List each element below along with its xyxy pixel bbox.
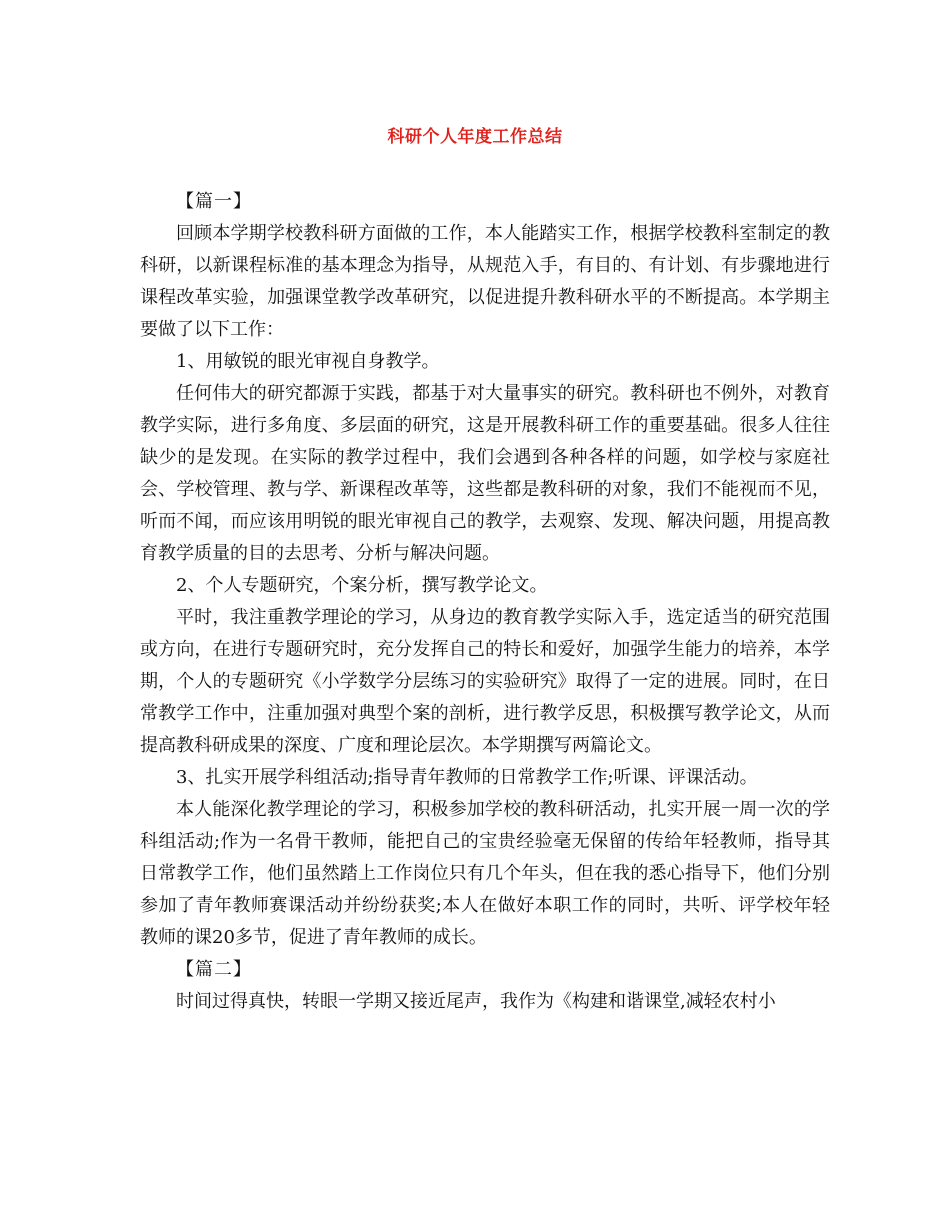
paragraph: 平时，我注重教学理论的学习，从身边的教育教学实际入手，选定适当的研究范围或方向，在进行专题研究时，充分发挥自己的特长和爱好，加强学生能力的培养，本学期，个人的专题研究《小学数学分层练习的实验研究》取得了一定的进展。同时，在日常教学工作中，注重加强对典型个案的剖析，进行教学反思，积极撰写教学论文，从而提高教科研成果的深度、广度和理论层次。本学期撰写两篇论文。 bbox=[140, 607, 830, 756]
section-heading-2: 【篇二】 bbox=[176, 959, 252, 980]
list-item-heading: 3、扎实开展学科组活动;指导青年教师的日常教学工作;听课、评课活动。 bbox=[176, 767, 758, 788]
paragraph: 时间过得真快，转眼一学期又接近尾声，我作为《构建和谐课堂,减轻农村小 bbox=[176, 991, 776, 1012]
paragraph: 任何伟大的研究都源于实践，都基于对大量事实的研究。教科研也不例外，对教育教学实际，进行多角度、多层面的研究，这是开展教科研工作的重要基础。很多人往往缺少的是发现。在实际的教学过程中，我们会遇到各种各样的问题，如学校与家庭社会、学校管理、教与学、新课程改革等，这些都是教科研的对象，我们不能视而不见，听而不闻，而应该用明锐的眼光审视自己的教学，去观察、发现、解决问题，用提高教育教学质量的目的去思考、分析与解决问题。 bbox=[140, 383, 830, 564]
document-title: 科研个人年度工作总结 bbox=[387, 127, 563, 147]
section-heading-1: 【篇一】 bbox=[176, 191, 252, 212]
paragraph: 回顾本学期学校教科研方面做的工作，本人能踏实工作，根据学校教科室制定的教科研，以新课程标准的基本理念为指导，从规范入手，有目的、有计划、有步骤地进行课程改革实验，加强课堂教学改革研究，以促进提升教科研水平的不断提高。本学期主要做了以下工作： bbox=[140, 223, 830, 340]
list-item-heading: 2、个人专题研究，个案分析，撰写教学论文。 bbox=[176, 575, 548, 596]
list-item-heading: 1、用敏锐的眼光审视自身教学。 bbox=[176, 351, 440, 372]
paragraph: 本人能深化教学理论的学习，积极参加学校的教科研活动，扎实开展一周一次的学科组活动;作为一名骨干教师，能把自己的宝贵经验毫无保留的传给年轻教师，指导其日常教学工作，他们虽然踏上工作岗位只有几个年头，但在我的悉心指导下，他们分别参加了青年教师赛课活动并纷纷获奖;本人在做好本职工作的同时，共听、评学校年轻教师的课20多节，促进了青年教师的成长。 bbox=[140, 799, 830, 948]
document-body bbox=[140, 186, 830, 1018]
